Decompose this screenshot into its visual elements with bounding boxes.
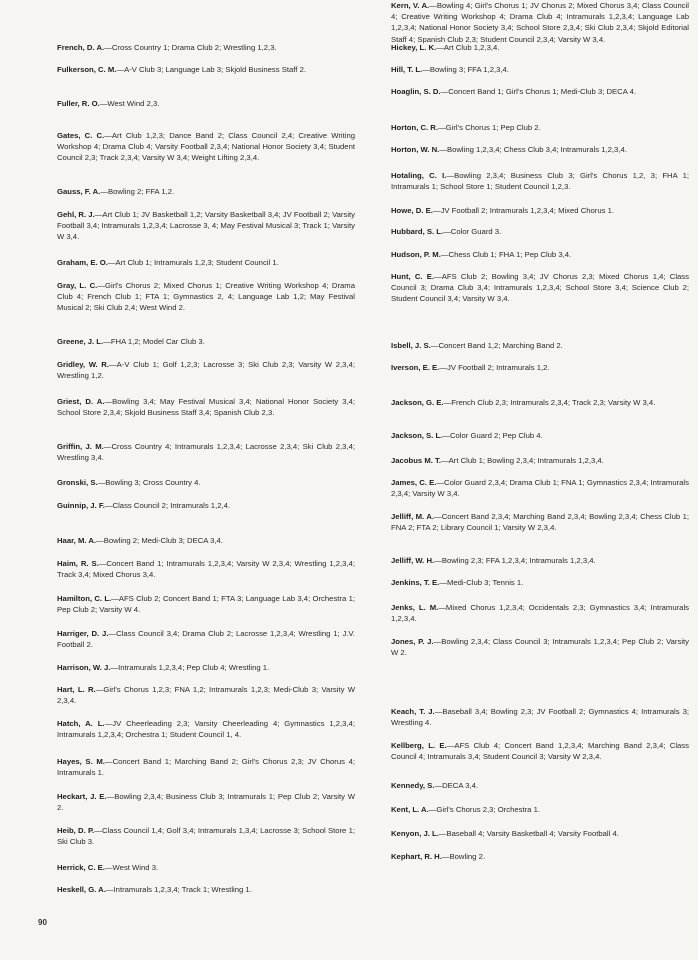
student-name: Hatch, A. L. bbox=[57, 719, 105, 728]
index-entry bbox=[391, 602, 689, 624]
activities-list: Intramurals 1,2,3,4; Track 1; Wrestling 1. bbox=[113, 885, 252, 894]
index-entry bbox=[391, 340, 689, 351]
em-dash-separator: — bbox=[97, 281, 105, 290]
index-entry bbox=[391, 86, 689, 97]
index-entry bbox=[57, 684, 355, 706]
student-name: Horton, W. N. bbox=[391, 145, 440, 154]
activities-list: French Club 2,3; Intramurals 2,3,4; Track 2,3; Varsity W 3,4. bbox=[451, 398, 656, 407]
student-name: Kent, L. A. bbox=[391, 805, 429, 814]
index-entry bbox=[57, 791, 355, 813]
em-dash-separator: — bbox=[104, 719, 113, 728]
activities-list: Art Club 1,2,3,4. bbox=[443, 43, 500, 52]
em-dash-separator: — bbox=[436, 478, 445, 487]
student-name: Haar, M. A. bbox=[57, 536, 97, 545]
em-dash-separator: — bbox=[437, 123, 446, 132]
em-dash-separator: — bbox=[438, 603, 446, 612]
student-name: Hunt, C. E. bbox=[391, 272, 435, 281]
em-dash-separator: — bbox=[434, 781, 443, 790]
student-name: Hayes, S. M. bbox=[57, 757, 105, 766]
em-dash-separator: — bbox=[116, 65, 125, 74]
index-entry bbox=[57, 64, 355, 75]
student-name: Jenks, L. M. bbox=[391, 603, 439, 612]
em-dash-separator: — bbox=[104, 131, 112, 140]
activities-list: JV Cheerleading 2,3; Varsity Cheerleading 4; Gymnastics 1,2,3,4; Intramurals 1,2,3,4; Orchestra 1; Student Council 1, 4. bbox=[57, 719, 356, 740]
index-entry bbox=[57, 98, 355, 109]
activities-list: FHA 1,2; Model Car Club 3. bbox=[110, 337, 205, 346]
index-entry bbox=[57, 628, 355, 650]
index-entry bbox=[57, 756, 355, 778]
activities-list: AFS Club 4; Concert Band 1,2,3,4; Marching Band 2,3,4; Class Council 4; Intramurals 3,4; Student Council 3; Varsity W 2,3,4. bbox=[391, 741, 689, 762]
index-entry bbox=[391, 851, 689, 862]
activities-list: Concert Band 1,2; Marching Band 2. bbox=[438, 341, 563, 350]
index-entry bbox=[57, 662, 355, 673]
student-name: Gates, C. C. bbox=[57, 131, 105, 140]
em-dash-separator: — bbox=[441, 852, 450, 861]
student-name: Griest, D. A. bbox=[57, 397, 105, 406]
student-name: Jacobus M. T. bbox=[391, 456, 441, 465]
em-dash-separator: — bbox=[98, 559, 107, 568]
em-dash-separator: — bbox=[100, 187, 108, 196]
index-entry bbox=[57, 500, 355, 511]
student-name: Gray, L. C. bbox=[57, 281, 98, 290]
em-dash-separator: — bbox=[103, 337, 111, 346]
activities-list: Class Council 3,4; Drama Club 2; Lacrosse 1,2,3,4; Wrestling 1; J.V. Football 2. bbox=[57, 629, 355, 650]
student-name: Kern, V. A. bbox=[391, 1, 430, 10]
activities-list: Bowling 2,3,4; Class Council 3; Intramurals 1,2,3,4; Pep Club 2; Varsity W 2. bbox=[391, 637, 690, 658]
index-entry bbox=[391, 780, 689, 791]
student-name: Iverson, E. E. bbox=[391, 363, 440, 372]
em-dash-separator: — bbox=[434, 272, 442, 281]
activities-list: Class Council 1,4; Golf 3,4; Intramurals 1,3,4; Lacrosse 3; School Store 1; Ski Club 3. bbox=[57, 826, 355, 847]
activities-list: A-V Club 3; Language Lab 3; Skjold Business Staff 2. bbox=[124, 65, 306, 74]
activities-list: Bowling 2,3; FFA 1,2,3,4; Intramurals 1,2,3,4. bbox=[441, 556, 596, 565]
student-name: Gehl, R. J. bbox=[57, 210, 95, 219]
index-entry bbox=[391, 362, 689, 373]
index-entry bbox=[57, 593, 355, 615]
student-name: Gronski, S. bbox=[57, 478, 98, 487]
student-name: Gridley, W. R. bbox=[57, 360, 109, 369]
index-entry bbox=[57, 209, 355, 243]
activities-list: Intramurals 1,2,3,4; Pep Club 4; Wrestling 1. bbox=[118, 663, 270, 672]
activities-list: West Wind 3. bbox=[112, 863, 159, 872]
student-name: Hickey, L. K. bbox=[391, 43, 437, 52]
activities-list: DECA 3,4. bbox=[442, 781, 479, 790]
index-entry bbox=[57, 336, 355, 347]
em-dash-separator: — bbox=[440, 250, 449, 259]
em-dash-separator: — bbox=[99, 99, 108, 108]
activities-list: West Wind 2,3. bbox=[107, 99, 160, 108]
em-dash-separator: — bbox=[422, 65, 430, 74]
activities-list: Chess Club 1; FHA 1; Pep Club 3,4. bbox=[448, 250, 572, 259]
activities-list: Bowling 2; Medi-Club 3; DECA 3,4. bbox=[103, 536, 223, 545]
activities-list: JV Football 2; Intramurals 1,2,3,4; Mixed Chorus 1. bbox=[440, 206, 615, 215]
student-name: James, C. E. bbox=[391, 478, 437, 487]
index-entry bbox=[57, 558, 355, 580]
em-dash-separator: — bbox=[439, 145, 447, 154]
student-name: Howe, D. E. bbox=[391, 206, 433, 215]
index-entry bbox=[57, 396, 355, 418]
activities-list: Bowling 1,2,3,4; Chess Club 3,4; Intramurals 1,2,3,4. bbox=[446, 145, 627, 154]
index-entry bbox=[57, 862, 355, 873]
em-dash-separator: — bbox=[432, 206, 441, 215]
activities-list: A-V Club 1; Golf 1,2,3; Lacrosse 3; Ski Club 2,3; Varsity W 2,3,4; Wrestling 1,2. bbox=[57, 360, 355, 381]
student-name: Horton, C. R. bbox=[391, 123, 438, 132]
index-entry bbox=[57, 257, 355, 268]
student-name: Harrison, W. J. bbox=[57, 663, 111, 672]
em-dash-separator: — bbox=[94, 210, 103, 219]
student-name: Fulkerson, C. M. bbox=[57, 65, 117, 74]
student-name: Kellberg, L. E. bbox=[391, 741, 447, 750]
student-name: Hotaling, C. I. bbox=[391, 171, 447, 180]
student-name: Jones, P. J. bbox=[391, 637, 434, 646]
activities-list: Bowling 3; FFA 1,2,3,4. bbox=[429, 65, 509, 74]
student-name: Fuller, R. O. bbox=[57, 99, 100, 108]
em-dash-separator: — bbox=[436, 43, 444, 52]
student-name: Hudson, P. M. bbox=[391, 250, 441, 259]
index-entry bbox=[391, 249, 689, 260]
em-dash-separator: — bbox=[97, 478, 106, 487]
activities-list: Medi-Club 3; Tennis 1. bbox=[446, 578, 524, 587]
em-dash-separator: — bbox=[104, 43, 112, 52]
index-entry bbox=[57, 884, 355, 895]
em-dash-separator: — bbox=[440, 87, 449, 96]
student-name: Harriger, D. J. bbox=[57, 629, 109, 638]
student-name: Heib, D. P. bbox=[57, 826, 95, 835]
student-name: Jelliff, W. H. bbox=[391, 556, 435, 565]
index-entry bbox=[57, 359, 355, 381]
em-dash-separator: — bbox=[111, 594, 119, 603]
index-entry bbox=[57, 535, 355, 546]
index-entry bbox=[391, 397, 689, 408]
index-entry bbox=[57, 477, 355, 488]
activities-list: AFS Club 2; Bowling 3,4; JV Chorus 2,3; Mixed Chorus 1,4; Class Council 3; Drama Club 3,4; Intramurals 1,2,3,4; School Store 3,4; Science Club 2; Student Council 3,4; Varsity W 3,4. bbox=[391, 272, 689, 304]
index-entry bbox=[57, 825, 355, 847]
index-entry bbox=[391, 122, 689, 133]
student-name: Kennedy, S. bbox=[391, 781, 435, 790]
student-name: Jackson, G. E. bbox=[391, 398, 444, 407]
em-dash-separator: — bbox=[104, 757, 113, 766]
index-entry bbox=[391, 740, 689, 762]
em-dash-separator: — bbox=[110, 663, 119, 672]
em-dash-separator: — bbox=[104, 397, 113, 406]
student-name: Hill, T. L. bbox=[391, 65, 423, 74]
index-entry bbox=[391, 0, 689, 45]
student-name: Jelliff, M. A. bbox=[391, 512, 435, 521]
index-entry bbox=[57, 130, 355, 164]
activities-list: Bowling 3; Cross Country 4. bbox=[105, 478, 201, 487]
activities-list: Girl's Chorus 1; Pep Club 2. bbox=[445, 123, 541, 132]
index-entry bbox=[57, 280, 355, 314]
activities-list: Art Club 1; Bowling 2,3,4; Intramurals 1,2,3,4. bbox=[448, 456, 604, 465]
index-entry bbox=[391, 477, 689, 499]
activities-list: Concert Band 1; Girl's Chorus 1; Medi-Club 3; DECA 4. bbox=[448, 87, 636, 96]
em-dash-separator: — bbox=[439, 363, 447, 372]
activities-list: Girl's Chorus 2; Mixed Chorus 1; Creative Writing Workshop 4; Drama Club 4; French Club 1; FTA 1; Gymnastics 2, 4; Language Lab 1,2; May Festival Musical 2; Ski Club 2,4; West Wind 2. bbox=[57, 281, 355, 313]
index-entry bbox=[57, 441, 355, 463]
student-name: French, D. A. bbox=[57, 43, 105, 52]
index-entry bbox=[391, 804, 689, 815]
activities-list: Girl's Chorus 2,3; Orchestra 1. bbox=[436, 805, 540, 814]
index-entry bbox=[57, 186, 355, 197]
activities-list: Bowling 2,3,4; Business Club 3; Girl's Chorus 1,2, 3; FHA 1; Intramurals 1; School Store 1; Student Council 1,2,3. bbox=[391, 171, 689, 192]
student-name: Isbell, J. S. bbox=[391, 341, 431, 350]
em-dash-separator: — bbox=[104, 501, 113, 510]
student-name: Heskell, G. A. bbox=[57, 885, 106, 894]
em-dash-separator: — bbox=[103, 442, 112, 451]
student-name: Kenyon, J. L. bbox=[391, 829, 439, 838]
student-name: Graham, E. O. bbox=[57, 258, 108, 267]
student-name: Hamilton, C. L. bbox=[57, 594, 112, 603]
index-entry bbox=[391, 577, 689, 588]
em-dash-separator: — bbox=[442, 431, 450, 440]
activities-list: Color Guard 2; Pep Club 4. bbox=[449, 431, 543, 440]
student-name: Greene, J. L. bbox=[57, 337, 104, 346]
student-name: Hubbard, S. L. bbox=[391, 227, 444, 236]
activities-list: Baseball 4; Varsity Basketball 4; Varsity Football 4. bbox=[446, 829, 619, 838]
index-entry bbox=[391, 555, 689, 566]
em-dash-separator: — bbox=[446, 741, 455, 750]
em-dash-separator: — bbox=[446, 171, 455, 180]
student-name: Gauss, F. A. bbox=[57, 187, 101, 196]
activities-list: Cross Country 4; Intramurals 1,2,3,4; Lacrosse 2,3,4; Ski Club 2,3,4; Wrestling 3,4. bbox=[57, 442, 356, 463]
em-dash-separator: — bbox=[434, 556, 442, 565]
student-name: Jenkins, T. E. bbox=[391, 578, 440, 587]
activities-list: Concert Band 1; Intramurals 1,2,3,4; Varsity W 2,3,4; Wrestling 1,2,3,4; Track 3,4; Mixed Chorus 3,4. bbox=[57, 559, 355, 580]
index-entry bbox=[391, 64, 689, 75]
activities-list: Art Club 1; Intramurals 1,2,3; Student Council 1. bbox=[115, 258, 279, 267]
activities-list: Class Council 2; Intramurals 1,2,4. bbox=[112, 501, 231, 510]
student-name: Heckart, J. E. bbox=[57, 792, 107, 801]
em-dash-separator: — bbox=[430, 341, 439, 350]
em-dash-separator: — bbox=[106, 792, 115, 801]
activities-list: Art Club 1; JV Basketball 1,2; Varsity Basketball 3,4; JV Football 2; Varsity Football 3,4; Intramurals 1,2,3,4; Lacrosse 3, 4; May Festival Musical 3; Track 1; Varsity W 3,4. bbox=[57, 210, 356, 242]
activities-list: Bowling 2,3,4; Business Club 3; Intramurals 1; Pep Club 2; Varsity W 2. bbox=[57, 792, 355, 813]
student-name: Keach, T. J. bbox=[391, 707, 435, 716]
activities-list: AFS Club 2; Concert Band 1; FTA 3; Language Lab 3,4; Orchestra 1; Pep Club 2; Varsity W 4. bbox=[57, 594, 355, 615]
activities-list: Bowling 2; FFA 1,2. bbox=[107, 187, 175, 196]
em-dash-separator: — bbox=[434, 512, 442, 521]
activities-list: Baseball 3,4; Bowling 2,3; JV Football 2; Gymnastics 4; Intramurals 3; Wrestling 4. bbox=[391, 707, 689, 728]
activities-list: Bowling 4; Girl's Chorus 1; JV Chorus 2; Mixed Chorus 3,4; Class Council 4; Creative Writing Workshop 4; Drama Club 4; Intramurals 1,2,3,4; Language Lab 1,2,3,4; National Honor Society 3,4; School Store 2,3,4; Ski Club 2,3,4; Skjold Editorial Staff 4; Spanish Club 2,3; Student Council 2,3,4; Varsity W 3,4. bbox=[391, 1, 689, 44]
em-dash-separator: — bbox=[428, 805, 437, 814]
index-entry bbox=[391, 636, 689, 658]
student-name: Jackson, S. L. bbox=[391, 431, 443, 440]
index-entry bbox=[391, 271, 689, 305]
index-entry bbox=[391, 226, 689, 237]
em-dash-separator: — bbox=[438, 829, 447, 838]
activities-list: Color Guard 2,3,4; Drama Club 1; FNA 1; Gymnastics 2,3,4; Intramurals 2,3,4; Varsity W 3,4. bbox=[391, 478, 689, 499]
em-dash-separator: — bbox=[429, 1, 437, 10]
student-name: Hoaglin, S. D. bbox=[391, 87, 441, 96]
activities-list: Concert Band 1; Marching Band 2; Girl's Chorus 2,3; JV Chorus 4; Intramurals 1. bbox=[57, 757, 355, 778]
em-dash-separator: — bbox=[443, 398, 452, 407]
student-name: Griffin, J. M. bbox=[57, 442, 104, 451]
index-entry bbox=[391, 828, 689, 839]
activities-list: Concert Band 2,3,4; Marching Band 2,3,4; Bowling 2,3,4; Chess Club 1; FNA 2; FTA 2; Library Council 1; Varsity W 2,3,4. bbox=[391, 512, 690, 533]
em-dash-separator: — bbox=[440, 456, 449, 465]
activities-list: Mixed Chorus 1,2,3,4; Occidentals 2,3; Gymnastics 3,4; Intramurals 1,2,3,4. bbox=[391, 603, 690, 624]
em-dash-separator: — bbox=[95, 685, 104, 694]
page-number: 90 bbox=[38, 918, 47, 927]
student-name: Guinnip, J. F. bbox=[57, 501, 105, 510]
index-entry bbox=[391, 706, 689, 728]
student-name: Kephart, R. H. bbox=[391, 852, 442, 861]
activities-list: Cross Country 1; Drama Club 2; Wrestling 1,2,3. bbox=[111, 43, 277, 52]
em-dash-separator: — bbox=[108, 629, 117, 638]
student-name: Herrick, C. E. bbox=[57, 863, 105, 872]
activities-list: Art Club 1,2,3; Dance Band 2; Class Council 2,4; Creative Writing Workshop 4; Drama Club 4; Varsity Football 2,3,4; National Honor Society 3,4; Student Council 2,3; Track 2,3,4; Varsity W 3,4; Weight Lifting 2,3,4. bbox=[57, 131, 355, 163]
activities-list: Color Guard 3. bbox=[450, 227, 502, 236]
activities-list: Bowling 2. bbox=[449, 852, 485, 861]
student-name: Hart, L. R. bbox=[57, 685, 96, 694]
index-entry bbox=[391, 455, 689, 466]
student-name: Haim, R. S. bbox=[57, 559, 99, 568]
activities-list: Bowling 3,4; May Festival Musical 3,4; National Honor Society 3,4; School Store 2,3,4; Skjold Business Staff 3,4; Spanish Club 2,3. bbox=[57, 397, 356, 418]
em-dash-separator: — bbox=[104, 863, 113, 872]
em-dash-separator: — bbox=[443, 227, 451, 236]
index-entry bbox=[57, 718, 355, 740]
index-entry bbox=[391, 170, 689, 192]
index-entry bbox=[391, 430, 689, 441]
activities-list: Girl's Chorus 1,2,3; FNA 1,2; Intramurals 1,2,3; Medi-Club 3; Varsity W 2,3,4. bbox=[57, 685, 355, 706]
em-dash-separator: — bbox=[108, 360, 117, 369]
em-dash-separator: — bbox=[434, 707, 443, 716]
index-entry bbox=[391, 511, 689, 533]
activities-list: JV Football 2; Intramurals 1,2. bbox=[446, 363, 550, 372]
em-dash-separator: — bbox=[439, 578, 447, 587]
em-dash-separator: — bbox=[94, 826, 102, 835]
index-entry bbox=[391, 144, 689, 155]
em-dash-separator: — bbox=[96, 536, 104, 545]
em-dash-separator: — bbox=[105, 885, 114, 894]
index-entry bbox=[57, 42, 355, 53]
index-entry bbox=[391, 205, 689, 216]
em-dash-separator: — bbox=[107, 258, 116, 267]
em-dash-separator: — bbox=[433, 637, 442, 646]
